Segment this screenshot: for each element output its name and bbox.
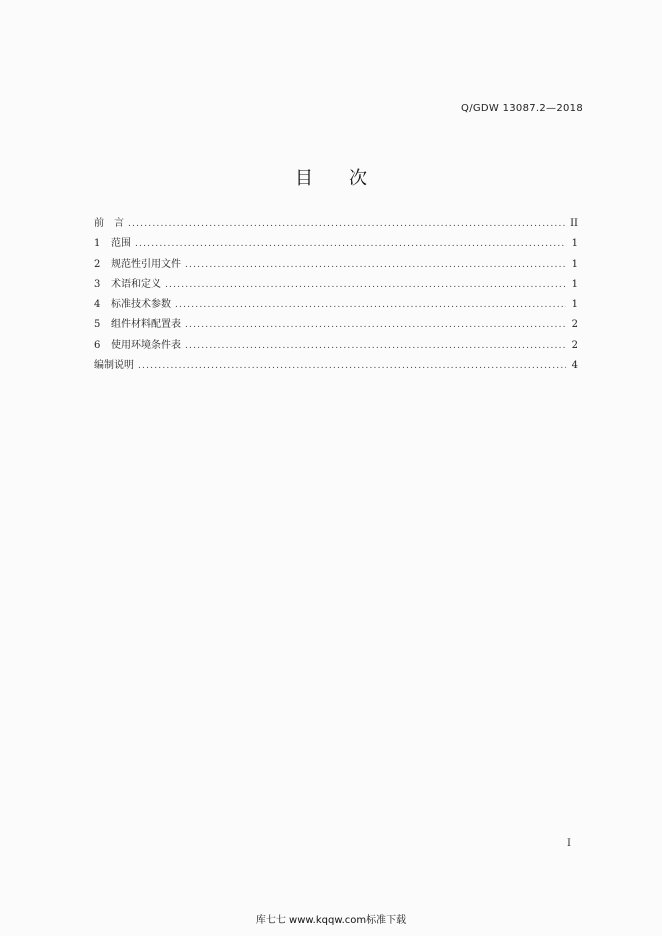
toc-title-char-2: 次 bbox=[349, 168, 367, 189]
toc-entry-label: 范围 bbox=[111, 238, 131, 250]
toc-leader-dots bbox=[185, 260, 566, 270]
page-number: I bbox=[567, 838, 571, 849]
toc-entry-number: 5 bbox=[94, 319, 101, 331]
toc-entry-page: 1 bbox=[571, 299, 578, 311]
table-of-contents bbox=[94, 214, 578, 376]
toc-entry-number: 3 bbox=[94, 278, 101, 290]
toc-leader-dots bbox=[138, 361, 566, 371]
toc-entry-label: 编制说明 bbox=[94, 360, 134, 372]
toc-entry-page: 2 bbox=[571, 319, 578, 331]
watermark-text: 库七七 www.kqqw.com标准下载 bbox=[255, 915, 407, 926]
toc-title bbox=[0, 164, 662, 190]
toc-entry-component-materials[interactable] bbox=[94, 315, 578, 335]
toc-entry-label: 使用环境条件表 bbox=[111, 339, 181, 351]
toc-leader-dots bbox=[165, 280, 566, 290]
toc-entry-label: 术语和定义 bbox=[111, 278, 161, 290]
toc-title-char-1: 目 bbox=[295, 168, 313, 189]
toc-entry-label: 组件材料配置表 bbox=[111, 319, 181, 331]
toc-entry-number: 2 bbox=[94, 258, 101, 270]
toc-entry-technical-parameters[interactable] bbox=[94, 295, 578, 315]
toc-entry-page: 4 bbox=[571, 360, 578, 372]
toc-entry-page: II bbox=[570, 218, 578, 229]
toc-leader-dots bbox=[185, 341, 566, 351]
toc-leader-dots bbox=[185, 320, 566, 330]
toc-entry-terms-definitions[interactable] bbox=[94, 275, 578, 295]
toc-entry-label: 规范性引用文件 bbox=[111, 258, 181, 270]
toc-entry-scope[interactable] bbox=[94, 234, 578, 254]
document-code: Q/GDW 13087.2—2018 bbox=[461, 103, 583, 114]
toc-entry-label: 前 言 bbox=[94, 218, 124, 229]
toc-entry-number: 1 bbox=[94, 238, 101, 250]
toc-leader-dots bbox=[175, 300, 566, 310]
toc-leader-dots bbox=[128, 219, 566, 229]
toc-entry-label: 标准技术参数 bbox=[111, 299, 171, 311]
toc-entry-page: 2 bbox=[571, 339, 578, 351]
toc-entry-number: 6 bbox=[94, 339, 101, 351]
toc-entry-page: 1 bbox=[571, 258, 578, 270]
toc-entry-compilation-notes[interactable] bbox=[94, 356, 578, 376]
toc-entry-page: 1 bbox=[571, 238, 578, 250]
toc-entry-normative-references[interactable] bbox=[94, 255, 578, 275]
toc-entry-environment-conditions[interactable] bbox=[94, 336, 578, 356]
toc-leader-dots bbox=[135, 239, 566, 249]
toc-entry-number: 4 bbox=[94, 299, 101, 311]
toc-entry-page: 1 bbox=[571, 278, 578, 290]
toc-entry-foreword[interactable] bbox=[94, 214, 578, 234]
